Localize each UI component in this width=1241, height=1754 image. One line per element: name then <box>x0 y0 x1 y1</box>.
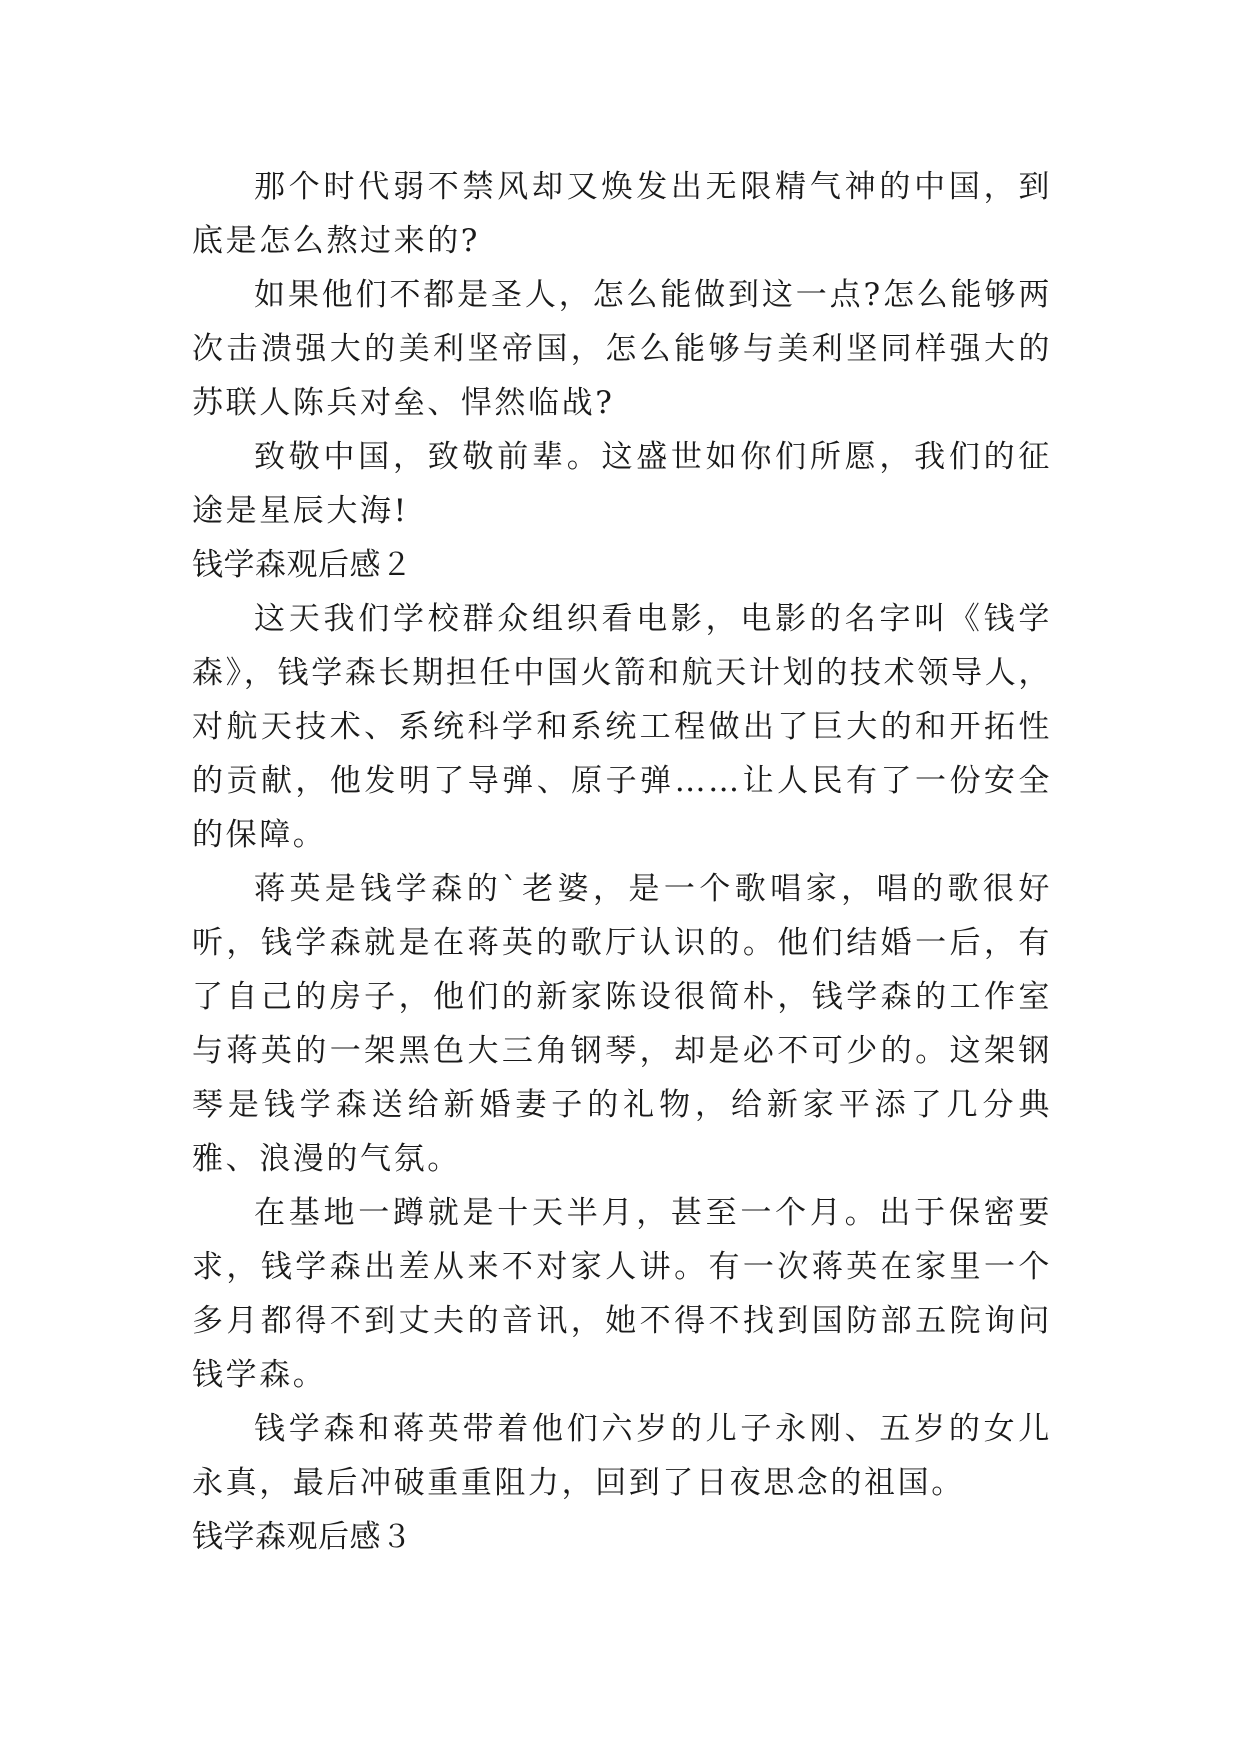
paragraph: 在基地一蹲就是十天半月，甚至一个月。出于保密要求，钱学森出差从来不对家人讲。有一次蒋英在家里一个多月都得不到丈夫的音讯，她不得不找到国防部五院询问钱学森。 <box>192 1195 1052 1393</box>
section-heading: 钱学森观后感２ <box>192 547 413 583</box>
paragraph: 蒋英是钱学森的`老婆，是一个歌唱家，唱的歌很好听，钱学森就是在蒋英的歌厅认识的。他们结婚一后，有了自己的房子，他们的新家陈设很简朴，钱学森的工作室与蒋英的一架黑色大三角钢琴，却是必不可少的。这架钢琴是钱学森送给新婚妻子的礼物，给新家平添了几分典雅、浪漫的气氛。 <box>192 871 1052 1177</box>
paragraph: 钱学森和蒋英带着他们六岁的儿子永刚、五岁的女儿永真，最后冲破重重阻力，回到了日夜思念的祖国。 <box>192 1411 1052 1501</box>
paragraph: 致敬中国，致敬前辈。这盛世如你们所愿，我们的征途是星辰大海! <box>192 439 1052 529</box>
section-heading: 钱学森观后感３ <box>192 1519 413 1555</box>
paragraph: 如果他们不都是圣人，怎么能做到这一点?怎么能够两次击溃强大的美利坚帝国，怎么能够与美利坚同样强大的苏联人陈兵对垒、悍然临战? <box>192 277 1052 421</box>
document-body <box>192 160 1052 1564</box>
paragraph: 这天我们学校群众组织看电影，电影的名字叫《钱学森》，钱学森长期担任中国火箭和航天计划的技术领导人，对航天技术、系统科学和系统工程做出了巨大的和开拓性的贡献，他发明了导弹、原子弹……让人民有了一份安全的保障。 <box>192 601 1052 853</box>
paragraph: 那个时代弱不禁风却又焕发出无限精气神的中国，到底是怎么熬过来的? <box>192 169 1052 259</box>
